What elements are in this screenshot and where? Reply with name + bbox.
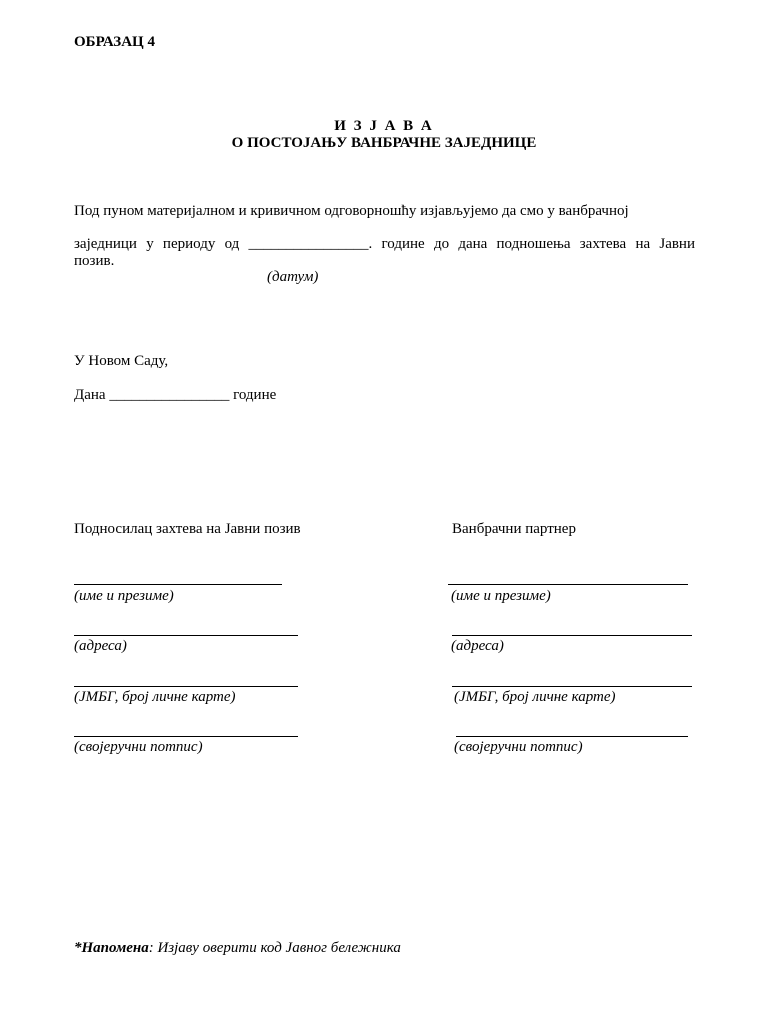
date-blank: ________________ <box>109 387 230 403</box>
statement-word: на <box>635 236 651 252</box>
partner-address-caption: (адреса) <box>451 638 504 654</box>
partner-name-line <box>448 584 688 585</box>
statement-word: у <box>146 236 154 252</box>
date-hint: (датум) <box>267 269 319 285</box>
document-title: И З Ј А В А <box>334 118 434 134</box>
statement-word: године <box>381 236 425 252</box>
partner-id-line <box>452 686 692 687</box>
partner-signature-caption: (својеручни потпис) <box>454 739 583 755</box>
statement-word: од <box>224 236 240 252</box>
partner-id-caption: (ЈМБГ, број личне карте) <box>454 689 616 705</box>
place-date-line <box>74 387 276 404</box>
statement-word: подношења <box>496 236 571 252</box>
date-suffix: године <box>233 387 277 403</box>
statement-word: захтева <box>579 236 627 252</box>
applicant-address-line <box>74 635 298 636</box>
partner-heading: Ванбрачни партнер <box>452 521 576 537</box>
footnote-label: *Напомена <box>74 940 149 956</box>
statement-word: периоду <box>162 236 216 252</box>
statement-word: до <box>433 236 450 252</box>
applicant-id-line <box>74 686 298 687</box>
statement-line-3: позив. <box>74 253 115 269</box>
applicant-name-line <box>74 584 282 585</box>
statement-word: дана <box>458 236 488 252</box>
document-subtitle: О ПОСТОЈАЊУ ВАНБРАЧНЕ ЗАЈЕДНИЦЕ <box>231 135 537 151</box>
partner-signature-line <box>456 736 688 737</box>
statement-line-1: Под пуном материјалном и кривичном одговорношћу изјављујемо да смо у ванбрачној <box>74 203 629 219</box>
place-city: У Новом Саду, <box>74 353 169 369</box>
applicant-signature-caption: (својеручни потпис) <box>74 739 203 755</box>
statement-line-2 <box>74 236 695 253</box>
statement-word: Јавни <box>659 236 695 252</box>
statement-word: заједници <box>74 236 137 252</box>
applicant-heading: Подносилац захтева на Јавни позив <box>74 521 301 537</box>
applicant-name-caption: (име и презиме) <box>74 588 174 604</box>
form-number-label: ОБРАЗАЦ 4 <box>74 34 155 50</box>
footnote-text: : Изјаву оверити код Јавног бележника <box>148 940 401 956</box>
partner-address-line <box>452 635 692 636</box>
footnote <box>74 940 401 957</box>
applicant-signature-line <box>74 736 298 737</box>
period-date-blank: ________________. <box>248 236 373 252</box>
partner-name-caption: (име и презиме) <box>451 588 551 604</box>
applicant-address-caption: (адреса) <box>74 638 127 654</box>
date-label: Дана <box>74 387 106 403</box>
applicant-id-caption: (ЈМБГ, број личне карте) <box>74 689 236 705</box>
